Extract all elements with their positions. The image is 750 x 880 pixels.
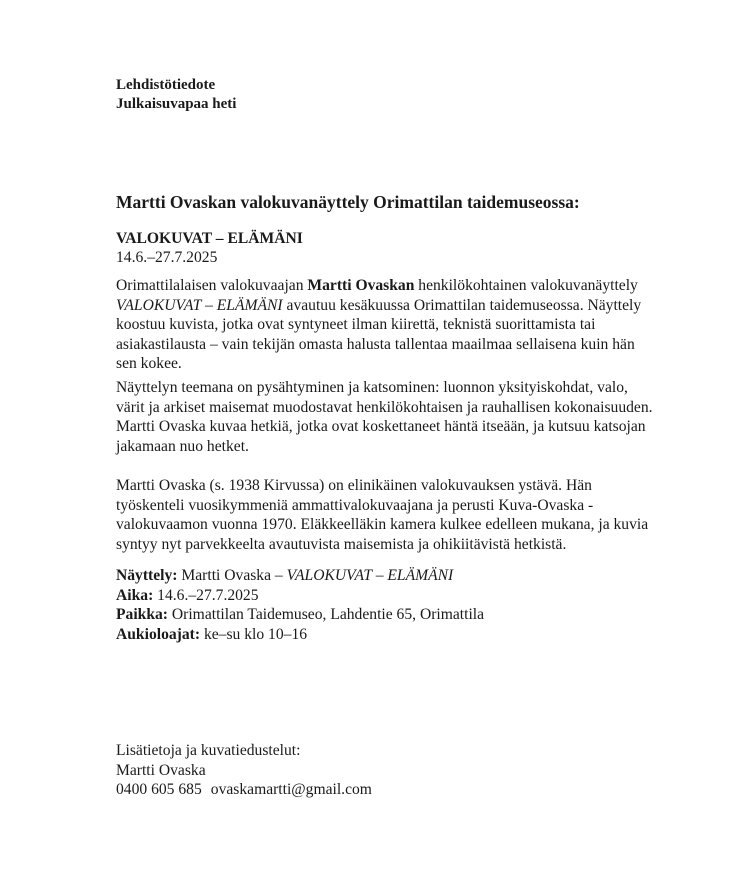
exhibition-dates: 14.6.–27.7.2025 bbox=[116, 249, 218, 266]
text-run: Orimattilalaisen valokuvaajan bbox=[116, 277, 308, 294]
paragraph-line bbox=[116, 296, 716, 316]
text-run: avautuu kesäkuussa Orimattilan taidemuseossa. Näyttely bbox=[282, 296, 642, 314]
contact-block bbox=[116, 741, 372, 800]
paragraph-line: valokuvaamon vuonna 1970. Eläkkeelläkin kamera kulkee edelleen mukana, ja kuvia bbox=[116, 516, 649, 533]
detail-label: Näyttely: bbox=[116, 567, 178, 584]
paragraph-line: asiakastilausta – vain tekijän omasta halusta tallentaa maailmaa sellaisena kuin hän bbox=[116, 335, 635, 353]
detail-label: Paikka: bbox=[116, 606, 168, 623]
paragraph-intro bbox=[116, 276, 716, 374]
paragraph-theme bbox=[116, 378, 716, 456]
paragraph-line: sen kokee. bbox=[116, 355, 182, 372]
detail-exhibition bbox=[116, 566, 484, 586]
paragraph-line: jakamaan nuo hetket. bbox=[116, 437, 249, 455]
paragraph-line: Martti Ovaska (s. 1938 Kirvussa) on elinikäinen valokuvauksen ystävä. Hän bbox=[116, 477, 592, 494]
contact-phone: 0400 605 685 bbox=[116, 781, 202, 798]
detail-value: Martti Ovaska – bbox=[177, 567, 287, 584]
paragraph-line: värit ja arkiset maisemat muodostavat henkilökohtaisen ja rauhallisen kokonaisuuden. bbox=[116, 398, 653, 416]
exhibition-name-inline: VALOKUVAT – ELÄMÄNI bbox=[116, 296, 283, 314]
paragraph-biography bbox=[116, 476, 716, 554]
contact-line bbox=[116, 780, 372, 800]
paragraph-line: työskenteli vuosikymmeniä ammattivalokuvaajana ja perusti Kuva-Ovaska - bbox=[116, 496, 594, 514]
paragraph-line bbox=[116, 276, 716, 296]
detail-time bbox=[116, 586, 484, 606]
contact-name: Martti Ovaska bbox=[116, 761, 206, 779]
artist-name: Martti Ovaskan bbox=[307, 277, 415, 294]
detail-hours bbox=[116, 625, 484, 645]
document-title: Martti Ovaskan valokuvanäyttely Orimattilan taidemuseossa: bbox=[116, 192, 580, 212]
release-status-label: Julkaisuvapaa heti bbox=[116, 96, 237, 112]
contact-heading: Lisätietoja ja kuvatiedustelut: bbox=[116, 742, 301, 759]
detail-place bbox=[116, 605, 484, 625]
detail-value: 14.6.–27.7.2025 bbox=[153, 586, 259, 604]
press-header bbox=[116, 76, 716, 114]
exhibition-heading bbox=[116, 229, 303, 267]
press-release-label: Lehdistötiedote bbox=[116, 77, 216, 93]
detail-label: Aukioloajat: bbox=[116, 625, 201, 643]
exhibition-details bbox=[116, 566, 484, 644]
paragraph-line: Martti Ovaska kuvaa hetkiä, jotka ovat koskettaneet häntä itseään, ja kutsuu katsojan bbox=[116, 418, 646, 435]
detail-value-italic: VALOKUVAT – ELÄMÄNI bbox=[286, 567, 454, 584]
contact-email[interactable]: ovaskamartti@gmail.com bbox=[210, 781, 372, 798]
paragraph-line: Näyttelyn teemana on pysähtyminen ja katsominen: luonnon yksityiskohdat, valo, bbox=[116, 379, 628, 396]
detail-value: Orimattilan Taidemuseo, Lahdentie 65, Orimattila bbox=[168, 606, 485, 623]
exhibition-name: VALOKUVAT – ELÄMÄNI bbox=[116, 230, 303, 247]
text-run: henkilökohtainen valokuvanäyttely bbox=[414, 277, 638, 294]
paragraph-line: koostuu kuvista, jotka ovat syntyneet ilman kiirettä, teknistä suorittamista tai bbox=[116, 316, 596, 333]
detail-value: ke–su klo 10–16 bbox=[200, 625, 308, 643]
paragraph-line: syntyy nyt parvekkeelta avautuvista maisemista ja ohikiitävistä hetkistä. bbox=[116, 535, 567, 553]
detail-label: Aika: bbox=[116, 586, 154, 604]
